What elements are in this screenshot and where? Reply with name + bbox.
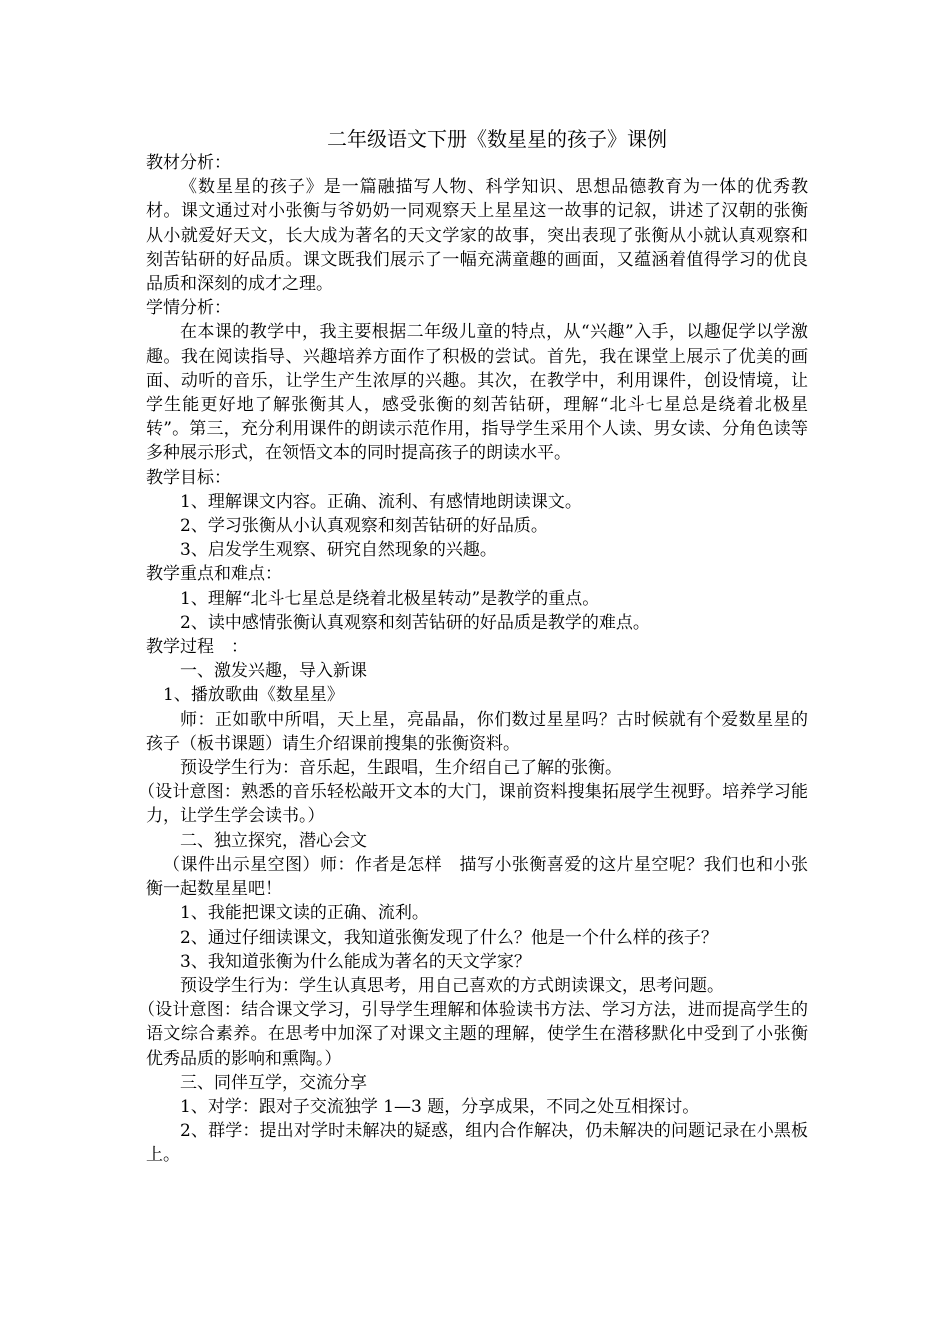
document-body	[138, 151, 808, 1168]
list-item: 1、播放歌曲《数星星》	[163, 685, 344, 706]
list-item: 2、读中感情张衡认真观察和刻苦钻研的好品质是教学的难点。	[180, 612, 650, 633]
list-item: 三、同伴互学，交流分享	[180, 1072, 367, 1093]
paragraph: 在本课的教学中，我主要根据二年级儿童的特点，从“兴趣”入手，以趣促学以学激趣。我在阅读指导、兴趣培养方面作了积极的尝试。首先，我在课堂上展示了优美的画面、动听的音乐，让学生产生浓厚的兴趣。其次，在教学中，利用课件，创设情境，让学生能更好地了解张衡其人，感受张衡的刻苦钻研，理解“北斗七星总是绕着北极星转”。第三，充分利用课件的朗读示范作用，指导学生采用个人读、男女读、分角色读等多种展示形式，在领悟文本的同时提高孩子的朗读水平。	[146, 322, 808, 464]
section-heading: 教学目标：	[146, 467, 231, 488]
document-title: 二年级语文下册《数星星的孩子》课例	[327, 127, 667, 151]
section-heading: 教材分析：	[146, 153, 231, 173]
list-item: 预设学生行为：音乐起，生跟唱，生介绍自己了解的张衡。	[180, 758, 622, 779]
paragraph: （课件出示星空图）师：作者是怎样 描写小张衡喜爱的这片星空呢？我们也和小张衡一起数星星吧！	[146, 854, 808, 900]
list-item: 二、独立探究，潜心会文	[180, 830, 367, 851]
paragraph: 2、群学：提出对学时未解决的疑惑，组内合作解决，仍未解决的问题记录在小黑板上。	[146, 1121, 808, 1166]
list-item: 1、理解课文内容。正确、流利、有感情地朗读课文。	[180, 491, 582, 512]
section-heading: 教学重点和难点：	[146, 564, 282, 585]
list-item: 1、我能把课文读的正确、流利。	[180, 903, 429, 924]
paragraph: 《数星星的孩子》是一篇融描写人物、科学知识、思想品德教育为一体的优秀教材。课文通过对小张衡与爷奶奶一同观察天上星星这一故事的记叙，讲述了汉朝的张衡从小就爱好天文，长大成为著名的天文学家的故事，突出表现了张衡从小就认真观察和刻苦钻研的好品质。课文既我们展示了一幅充满童趣的画面，又蕴涵着值得学习的优良品质和深刻的成才之理。	[146, 177, 808, 295]
design-note: （设计意图：熟悉的音乐轻松敲开文本的大门，课前资料搜集拓展学生视野。培养学习能力，让学生学会读书。）	[138, 782, 808, 827]
list-item: 2、学习张衡从小认真观察和刻苦钻研的好品质。	[180, 516, 548, 537]
paragraph: 师：正如歌中所唱，天上星，亮晶晶，你们数过星星吗？古时候就有个爱数星星的孩子（板书课题）请生介绍课前搜集的张衡资料。	[146, 709, 808, 754]
list-item: 3、我知道张衡为什么能成为著名的天文学家？	[180, 951, 531, 972]
document-page	[138, 127, 808, 1168]
design-note: （设计意图：结合课文学习，引导学生理解和体验读书方法、学习方法，进而提高学生的语文综合素养。在思考中加深了对课文主题的理解，使学生在潜移默化中受到了小张衡优秀品质的影响和熏陶。）	[138, 1000, 808, 1069]
list-item: 2、通过仔细读课文，我知道张衡发现了什么？他是一个什么样的孩子？	[180, 927, 718, 948]
section-heading: 学情分析：	[146, 298, 231, 319]
list-item: 1、理解“北斗七星总是绕着北极星转动”是教学的重点。	[180, 588, 600, 609]
list-item: 3、启发学生观察、研究自然现象的兴趣。	[180, 540, 497, 561]
list-item: 预设学生行为：学生认真思考，用自己喜欢的方式朗读课文，思考问题。	[180, 975, 724, 996]
list-item: 1、对学：跟对子交流独学 1—3 题，分享成果，不同之处互相探讨。	[180, 1096, 700, 1117]
section-heading: 教学过程 ：	[146, 637, 248, 658]
list-item: 一、激发兴趣，导入新课	[180, 661, 367, 682]
